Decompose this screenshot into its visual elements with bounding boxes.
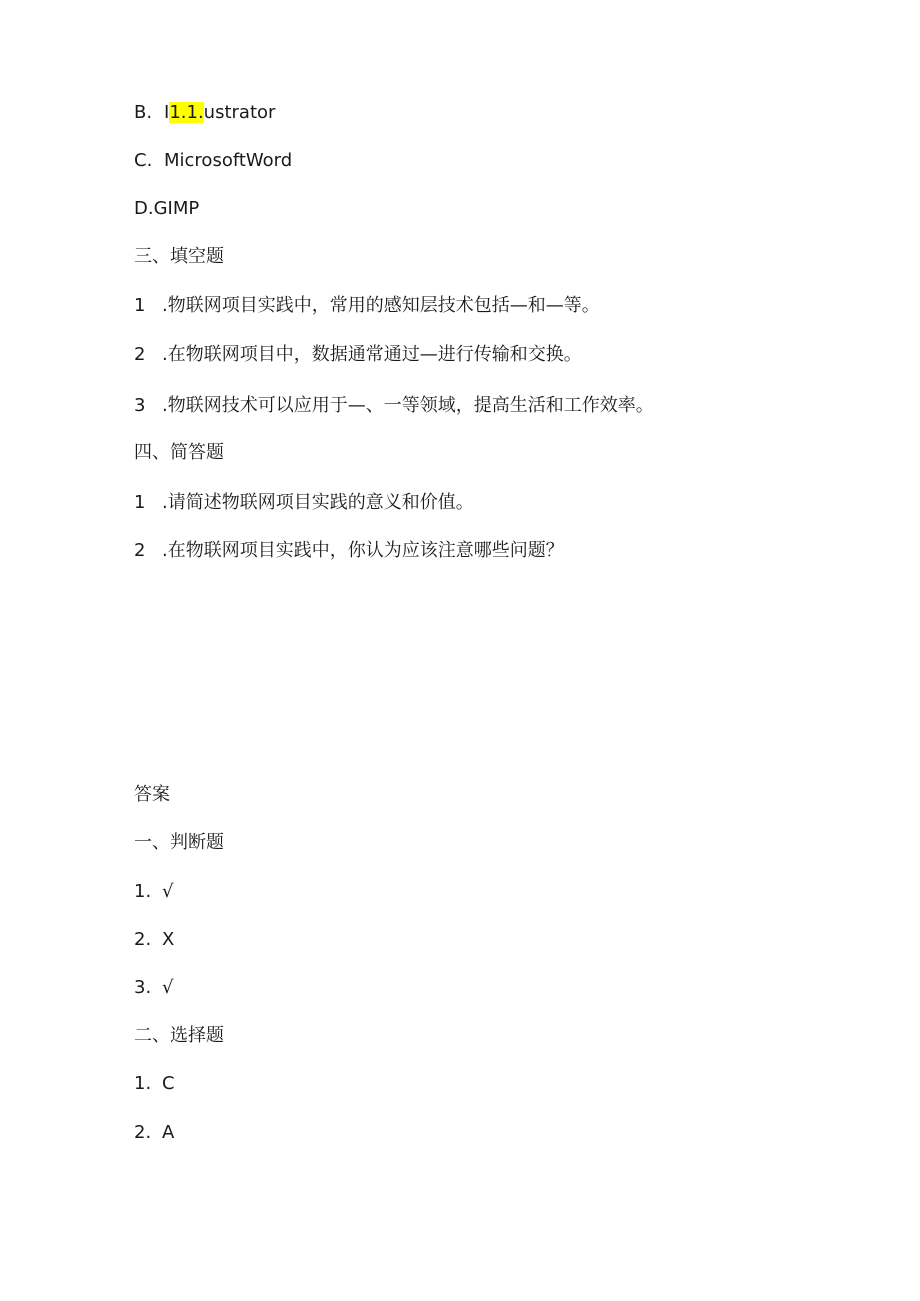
short-question-2: [134, 539, 564, 563]
option-c-letter: C.: [134, 150, 153, 171]
short-question-1: [134, 491, 474, 515]
question-text: .物联网技术可以应用于—、一等领域，提高生活和工作效率。: [162, 395, 654, 416]
answer-text: X: [162, 929, 175, 950]
fill-question-3: [134, 394, 654, 418]
option-b: [134, 101, 275, 125]
answers-judge-title: 一、判断题: [134, 832, 224, 853]
judge-answer-2: [134, 928, 174, 952]
answer-number: 2.: [134, 929, 152, 950]
answer-text: A: [162, 1122, 175, 1143]
answer-number: 2.: [134, 1122, 152, 1143]
answer-number: 1.: [134, 881, 152, 902]
answer-text: √: [162, 977, 174, 998]
option-c: [134, 149, 292, 173]
answers-title: 答案: [134, 784, 170, 805]
fill-question-1: [134, 294, 600, 318]
answer-number: 1.: [134, 1073, 152, 1094]
option-d: D.GIMP: [134, 198, 200, 219]
option-b-highlight: 1.1.: [169, 102, 204, 123]
question-text: .物联网项目实践中，常用的感知层技术包括—和—等。: [162, 295, 600, 316]
option-b-text-pre: I: [164, 102, 170, 123]
choice-answer-1: [134, 1072, 175, 1096]
option-b-letter: B.: [134, 102, 153, 123]
question-text: .在物联网项目中，数据通常通过—进行传输和交换。: [162, 344, 582, 365]
question-number: 2: [134, 344, 146, 365]
question-number: 2: [134, 540, 146, 561]
question-number: 1: [134, 492, 146, 513]
question-text: .在物联网项目实践中，你认为应该注意哪些问题？: [162, 540, 564, 561]
judge-answer-3: [134, 976, 173, 1000]
question-text: .请简述物联网项目实践的意义和价值。: [162, 492, 474, 513]
section3-title: 三、填空题: [134, 246, 224, 267]
answers-choice-title: 二、选择题: [134, 1025, 224, 1046]
answer-text: √: [162, 881, 174, 902]
question-number: 1: [134, 295, 146, 316]
choice-answer-2: [134, 1121, 174, 1145]
judge-answer-1: [134, 880, 173, 904]
fill-question-2: [134, 343, 582, 367]
option-b-text-post: ustrator: [203, 102, 276, 123]
question-number: 3: [134, 395, 146, 416]
section4-title: 四、简答题: [134, 442, 224, 463]
answer-number: 3.: [134, 977, 152, 998]
answer-text: C: [162, 1073, 175, 1094]
option-c-text: MicrosoftWord: [164, 150, 293, 171]
